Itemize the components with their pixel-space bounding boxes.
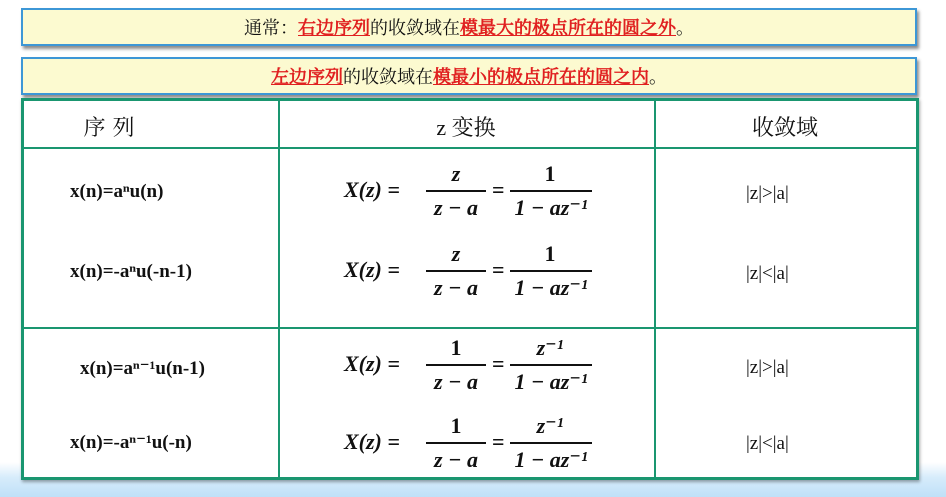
note-highlight-region: 模最小的极点所在的圆之内 — [433, 67, 649, 88]
header-z-transform: z 变换 — [436, 115, 496, 140]
formula-row — [343, 413, 592, 472]
header-roc: 收敛域 — [751, 116, 818, 141]
note-text: 的收敛域在 — [370, 18, 460, 39]
formula-equals: = — [492, 257, 505, 282]
formula-fraction2-numerator: 1 — [544, 161, 556, 186]
note-highlight-sequence: 右边序列 — [298, 18, 370, 39]
table-row-roc: |z|<|a| — [746, 433, 789, 454]
formula-equals: = — [492, 351, 505, 376]
formula-fraction1-numerator: 1 — [450, 335, 462, 360]
formula-row — [343, 335, 592, 394]
formula-fraction1-denominator: z − a — [434, 447, 478, 472]
header-sequence: 序 列 — [83, 116, 135, 141]
formula-fraction2-numerator: z⁻¹ — [536, 413, 564, 438]
table-row-sequence: x(n)=-aⁿu(-n-1) — [70, 261, 192, 282]
header-divider — [24, 147, 916, 149]
note-prefix: 通常： — [244, 18, 298, 39]
z-transform-table — [21, 98, 919, 480]
formula-fraction1-denominator: z − a — [434, 275, 478, 300]
note-end: 。 — [676, 18, 694, 39]
formula-fraction1-denominator: z − a — [434, 369, 478, 394]
note-end: 。 — [649, 67, 667, 88]
formula-lhs: X(z) = — [344, 257, 400, 282]
formula-lhs: X(z) = — [344, 177, 400, 202]
note-right-sided-sequence — [21, 8, 917, 46]
column-divider — [654, 101, 656, 477]
formula-fraction2-denominator: 1 − az⁻¹ — [514, 195, 588, 220]
table-row-sequence: x(n)=aⁿ⁻¹u(n-1) — [80, 358, 205, 379]
note-left-sided-sequence — [21, 57, 917, 95]
formula-fraction2-numerator: 1 — [544, 241, 556, 266]
table-row-roc: |z|>|a| — [746, 183, 789, 204]
table-row-sequence: x(n)=-aⁿ⁻¹u(-n) — [70, 432, 192, 453]
note-highlight-sequence: 左边序列 — [271, 67, 343, 88]
formula-lhs: X(z) = — [344, 429, 400, 454]
formula-fraction1-numerator: z — [451, 241, 461, 266]
formula-fraction2-denominator: 1 − az⁻¹ — [514, 447, 588, 472]
formula-fraction1-numerator: z — [451, 161, 461, 186]
formula-fraction1-denominator: z − a — [434, 195, 478, 220]
formula-fraction2-denominator: 1 − az⁻¹ — [514, 369, 588, 394]
formula-fraction2-numerator: z⁻¹ — [536, 335, 564, 360]
z-transform-formulas — [278, 151, 654, 479]
table-row-roc: |z|<|a| — [746, 263, 789, 284]
table-row-roc: |z|>|a| — [746, 357, 789, 378]
formula-row — [343, 161, 592, 220]
formula-row — [343, 241, 592, 300]
table-row-sequence: x(n)=aⁿu(n) — [70, 181, 164, 202]
note-text: 的收敛域在 — [343, 67, 433, 88]
formula-equals: = — [492, 177, 505, 202]
formula-lhs: X(z) = — [344, 351, 400, 376]
note-highlight-region: 模最大的极点所在的圆之外 — [460, 18, 676, 39]
formula-fraction1-numerator: 1 — [450, 413, 462, 438]
formula-fraction2-denominator: 1 − az⁻¹ — [514, 275, 588, 300]
formula-equals: = — [492, 429, 505, 454]
